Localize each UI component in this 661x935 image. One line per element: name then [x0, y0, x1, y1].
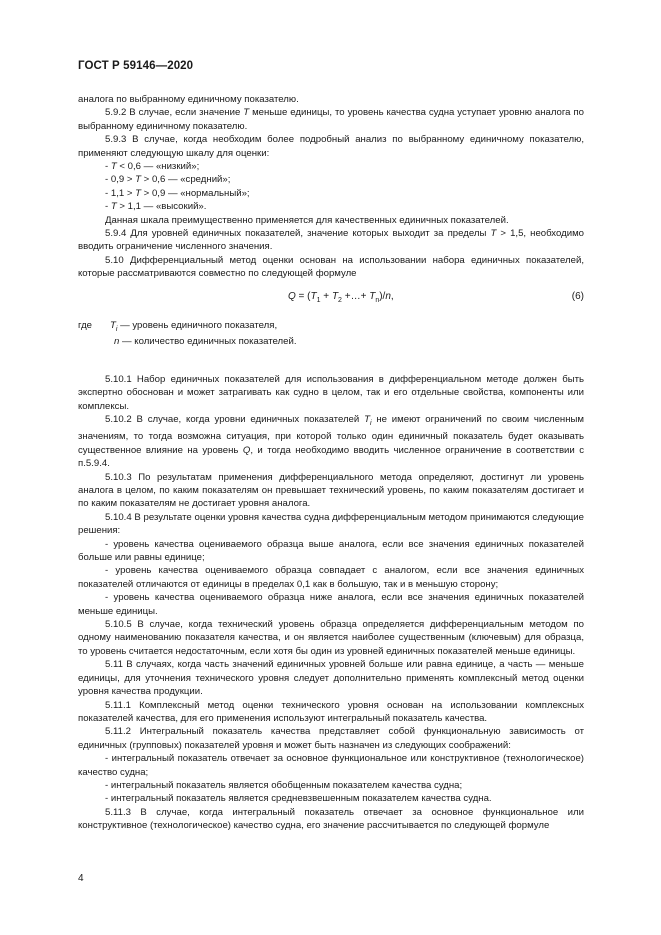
- where-label: где: [78, 319, 93, 331]
- paragraph-5-10-3: 5.10.3 По результатам применения дифференциального метода определяют, достигнут ли уровень аналога в целом, по каким показателям он превышает технический уровень, по каким показателям достигает и по каким показателям не достигает уровня аналога.: [78, 471, 584, 510]
- paragraph-5-10: 5.10 Дифференциальный метод оценки основан на использовании набора единичных показателей, которые рассматриваются совместно по следующей формуле: [78, 254, 584, 280]
- paragraph-5-11-1: 5.11.1 Комплексный метод оценки технического уровня основан на использовании комплексных показателей качества, для его применения используют интегральный показатель качества.: [78, 699, 584, 724]
- paragraph-5-9-2: 5.9.2 В случае, если значение T меньше единицы, то уровень качества судна уступает уровню аналога по выбранному единичному показателю.: [78, 107, 585, 132]
- decision-item: - уровень качества оцениваемого образца совпадает с аналогом, если все значения единичных показателей отличаются от единицы в пределах 0,1 как в большую, так и в меньшую сторону;: [78, 565, 584, 590]
- formula-6: [78, 285, 584, 309]
- paragraph-5-10-1: 5.10.1 Набор единичных показателей для использования в дифференциальном методе должен быть экспертно обоснован и может затрагивать как судно в целом, так и его отдельные свойства, компоненты или комплексы.: [78, 373, 584, 412]
- paragraph-5-9-3: 5.9.3 В случае, когда необходим более подробный анализ по выбранному единичному показателю, применяют следующую шкалу для оценки:: [78, 134, 584, 159]
- scale-item: - 0,9 > T > 0,6 — «средний»;: [105, 174, 231, 186]
- page-content: [78, 93, 584, 833]
- spacer: [78, 362, 584, 373]
- where-definition: n — количество единичных показателей.: [114, 336, 297, 348]
- where-definition: $T_i$ — уровень единичного показателя,: [110, 319, 278, 333]
- paragraph-5-10-4: 5.10.4 В результате оценки уровня качества судна дифференциальным методом принимаются следующие решения:: [78, 511, 584, 537]
- formula-number: (6): [571, 290, 584, 302]
- integral-item: - интегральный показатель является средневзвешенным показателем качества судна.: [105, 793, 492, 805]
- formula-expression: $Q = (T_1 + T_2$ +…+ $T_n)/n$,: [288, 290, 394, 304]
- scale-item: - T < 0,6 — «низкий»;: [105, 161, 200, 173]
- paragraph-5-11-2: 5.11.2 Интегральный показатель качества представляет собой функциональную зависимость от единичных (групповых) показателей уровня и может быть назначен из следующих соображений:: [78, 726, 584, 751]
- document-header: ГОСТ Р 59146—2020: [78, 60, 194, 72]
- where-clause: [78, 335, 584, 348]
- paragraph-5-10-5: 5.10.5 В случае, когда технический уровень образца определяется дифференциальным методом по одному наименованию показателя качества, и он является наиболее существенным (ключевым) для образца, то уровень считается недостаточным, если хотя бы один из уровней единичных показателей меньше единицы.: [78, 619, 584, 657]
- spacer: [78, 348, 584, 361]
- scale-item: - T > 1,1 — «высокий».: [105, 201, 207, 213]
- scale-item: - 1,1 > T > 0,9 — «нормальный»;: [105, 187, 250, 199]
- integral-item: - интегральный показатель является обобщенным показателем качества судна;: [105, 779, 463, 791]
- paragraph-5-11: 5.11 В случаях, когда часть значений единичных уровней больше или равна единице, а часть — меньше единицы, для уточнения технического уровня следует дополнительно применять комплексный метод оценки уровня качества продукции.: [78, 659, 584, 698]
- paragraph-5-10-2: 5.10.2 В случае, когда уровни единичных показателей $T_i$ не имеют ограничений по своим численным значениям, то тогда возможна ситуация, при которой только один единичный показатель будет оказывать существенное влияние на уровень Q, и тогда необходимо вводить численное ограничение в соответствии с п.5.9.4.: [78, 414, 584, 470]
- decision-item: - уровень качества оцениваемого образца ниже аналога, если все значения единичных показателей меньше единицы.: [78, 592, 584, 617]
- where-clause: [78, 319, 584, 332]
- paragraph-5-11-3: 5.11.3 В случае, когда интегральный показатель отвечает за основное функциональное или конструктивное (технологическое) качество судна, его значение рассчитывается по следующей формуле: [78, 806, 584, 832]
- paragraph-5-9-4: 5.9.4 Для уровней единичных показателей, значение которых выходит за пределы T > 1,5, необходимо вводить ограничение численного значения.: [78, 228, 585, 253]
- decision-item: - уровень качества оцениваемого образца выше аналога, если все значения единичных показателей больше или равны единице;: [78, 538, 584, 564]
- integral-item: - интегральный показатель отвечает за основное функциональное или конструктивное (технологическое) качество судна;: [78, 753, 584, 778]
- page-number: 4: [78, 873, 84, 884]
- paragraph: аналога по выбранному единичному показателю.: [78, 94, 299, 105]
- paragraph: Данная шкала преимущественно применяется для качественных единичных показателей.: [105, 214, 509, 226]
